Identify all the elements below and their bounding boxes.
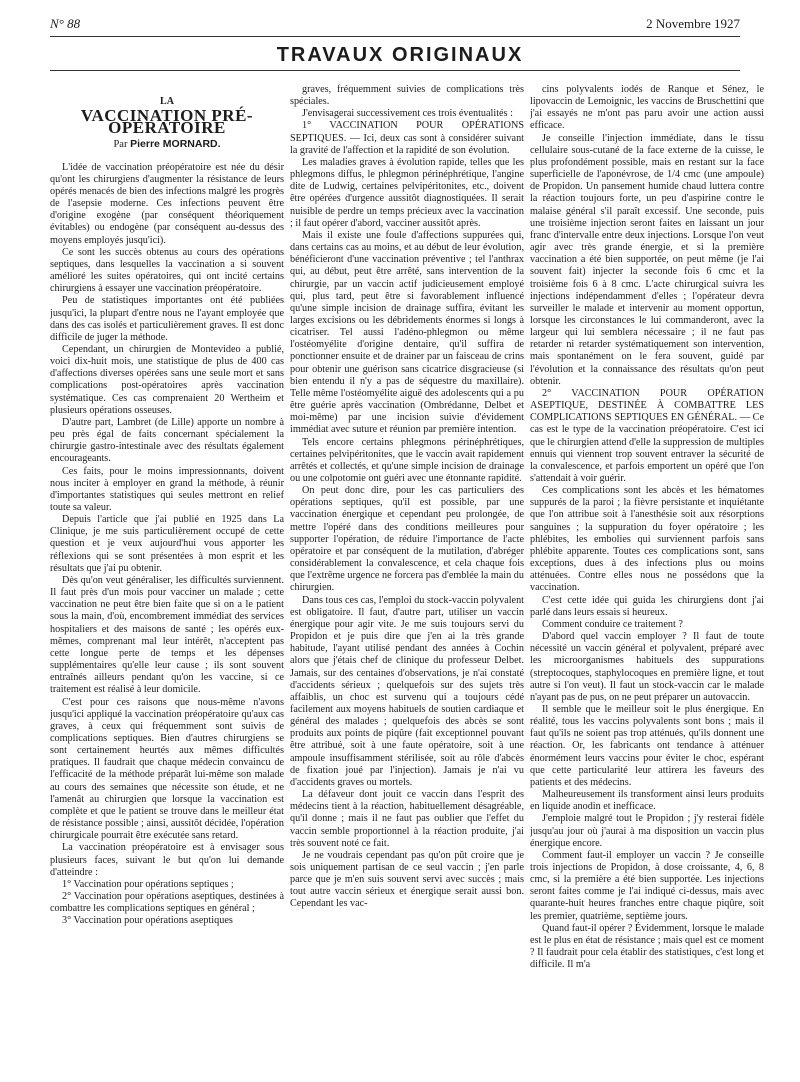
column-2	[290, 84, 524, 1074]
paragraph: L'idée de vaccination préopératoire est née du désir qu'ont les chirurgiens d'augmenter la résistance de leurs opérés menacés de bien des infections malgré les progrès de l'asepsie moderne. Ces infections peuvent être d'origine exogène (par conséquent théoriquement évitables) ou endogène (par conséquent au-dessus des moyens employés jusqu'ici).	[50, 161, 284, 246]
paragraph: La vaccination préopératoire est à envisager sous plusieurs faces, suivant le but qu'on lui demande d'atteindre :	[50, 842, 284, 878]
paragraph: Ces faits, pour le moins impressionnants, doivent nous inciter à employer en grand la méthode, à réunir d'importantes statistiques qui seules mettront en relief toute sa valeur.	[50, 465, 284, 513]
paragraph: Depuis l'article que j'ai publié en 1925 dans La Clinique, je me suis particulièrement occupé de cette question et je veux aujourd'hui vous apporter les réflexions qui se sont présentées à mon esprit et les résultats que j'ai pu obtenir.	[50, 514, 284, 574]
paragraph: On peut donc dire, pour les cas particuliers des opérations septiques, qu'il est possible, par une vaccination énergique et cependant peu prolongée, de mettre l'opéré dans des conditions meilleures pour supporter l'opération, de réduire l'importance de l'acte opératoire et par conséquent de la mutilation, d'abréger considérablement la convalescence, et cela chaque fois que l'extrême urgence ne forcera pas d'emblée la main du chirurgien.	[290, 485, 524, 594]
author-name: Pierre MORNARD.	[130, 138, 221, 151]
paragraph: graves, fréquemment suivies de complications très spéciales.	[290, 84, 524, 108]
paragraph: 2° Vaccination pour opérations aseptiques, destinées à combattre les complications septiques en général ;	[50, 891, 284, 915]
paragraph: Peu de statistiques importantes ont été publiées jusqu'ici, la plupart d'entre nous ne l'ayant employée que dans des cas isolés et particulièrement graves. Il est donc difficile de juger la méthode.	[50, 295, 284, 343]
paragraph: J'emploie malgré tout le Propidon ; j'y resterai fidèle jusqu'au jour où j'aurai à ma disposition un vaccin plus énergique encore.	[530, 813, 764, 849]
column-3-body	[530, 84, 764, 971]
paragraph: Malheureusement ils transforment ainsi leurs produits en liquide anodin et inefficace.	[530, 789, 764, 813]
issue-number: N° 88	[50, 16, 81, 31]
byline-prefix: Par	[113, 139, 128, 151]
paragraph: 2° VACCINATION POUR OPÉRATION ASEPTIQUE, DESTINÉE À COMBATTRE LES COMPLICATIONS SEPTIQUES EN GÉNÉRAL. — Ce cas est le type de la vaccination préopératoire. C'est ici que le chirurgien attend d'elle la suppression de multiples ennuis qui viennent trop souvent entraver la sécurité de la convalescence, et parfois emportent un opéré que l'on s'attendait à voir guérir.	[530, 387, 764, 484]
paragraph: Comment faut-il employer un vaccin ? Je conseille trois injections de Propidon, à dose croissante, 4, 6, 8 cmc, si la première a été bien supportée. Les injections seront faites comme je l'ai indiqué ci-dessus, mais avec quarante-huit heures franches entre chaque piqûre, soit les premier, quatrième, septième jours.	[530, 849, 764, 922]
issue-date: 2 Novembre 1927	[646, 16, 740, 31]
article-title: VACCINATION PRÉ-OPÉRATOIRE	[80, 106, 254, 138]
paragraph: Comment conduire ce traitement ?	[542, 618, 683, 630]
section-rule	[50, 70, 740, 71]
paragraph: Je ne voudrais cependant pas qu'on pût croire que je sois uniquement partisan de ce seul vaccin ; j'en parle parce que je m'en suis souvent servi avec succès ; mais tout autre vaccin sérieux et énergique serait aussi bon. Cependant les vac-	[290, 849, 524, 910]
paragraph: 1° Vaccination pour opérations septiques ;	[62, 878, 234, 890]
paragraph: 3° Vaccination pour opérations aseptiques	[62, 915, 233, 927]
paragraph: Tels encore certains phlegmons périnéphrétiques, certaines pelvipéritonites, que le vaccin avait rapidement arrêtés et collectés, et qu'une simple incision de drainage ou une colpotomie ont guéri avec une étonnante rapidité.	[290, 436, 524, 484]
paragraph: D'autre part, Lambret (de Lille) apporte un nombre à peu près égal de faits concernant spécialement la chirurgie gastro-intestinale avec des résultats également encourageants.	[50, 416, 284, 465]
paragraph: Il semble que le meilleur soit le plus énergique. En réalité, tous les vaccins polyvalents sont bons ; mais il faut qu'ils ne soient pas trop atténués, qu'ils donnent une réaction. Or, les fabricants ont tendance à atténuer énormément leurs vaccins pour éviter le choc, espérant que cette particularité leur attirera les faveurs des patients et des médecins.	[530, 703, 764, 788]
paragraph: 1° VACCINATION POUR OPÉRATIONS SEPTIQUES. — Ici, deux cas sont à considérer suivant la gravité de l'affection et la rapidité de son évolution.	[290, 120, 524, 156]
column-1	[50, 84, 284, 1074]
column-1-body	[50, 162, 284, 928]
paragraph: D'abord quel vaccin employer ? Il faut de toute nécessité un vaccin général et polyvalent, préparé avec les microorganismes habituels des suppurations (streptocoques, staphylocoques en première ligne, et tout autre si l'on veut). Il faut un stock-vaccin car le malade n'ayant pas de pus, on ne peut préparer un autovaccin.	[530, 631, 764, 703]
paragraph: La défaveur dont jouit ce vaccin dans l'esprit des médecins tient à la réaction, habituellement désagréable, qu'il donne ; mais il ne faut pas oublier que l'effet du vaccin semble proportionnel à la réaction produite, j'ai très souvent noté ce fait.	[290, 789, 524, 849]
paragraph: Dès qu'on veut généraliser, les difficultés surviennent. Il faut près d'un mois pour vacciner un malade ; cette vaccination ne peut être bien faite que si on a le patient sous la main, d'où, encombrement immédiat des services hospitaliers et des maisons de santé ; les opérés eux-mêmes, comprenant mal leur intérêt, n'acceptent pas cette longue perte de temps et les dépenses supplémentaires qu'elle leur cause ; ils sont souvent entraînés ailleurs pendant qu'on les vaccine, si ce traitement est réalisé à leur domicile.	[50, 574, 284, 696]
paragraph: Les maladies graves à évolution rapide, telles que les phlegmons diffus, le phlegmon périnéphrétique, l'angine dite de Ludwig, certaines pelvipéritonites, etc., doivent être opérées d'urgence aussitôt diagnostiquées. Il serait nuisible de perdre un temps précieux avec la vaccination ; il faut opérer d'abord, vacciner aussitôt après.	[290, 156, 524, 229]
section-title: TRAVAUX ORIGINAUX	[276, 44, 524, 66]
paragraph: cins polyvalents iodés de Ranque et Sénez, le lipovaccin de Lemoignic, les vaccins de Bruschettini que j'ai essayés ne m'ont pas paru avoir une action aussi efficace.	[530, 84, 764, 132]
article-kicker: LA	[160, 96, 174, 107]
column-2-body	[290, 84, 524, 911]
paragraph: Cependant, un chirurgien de Montevideo a publié, voici dix-huit mois, une statistique de plus de 400 cas d'affections diverses opérées sans une seule mort et sans complications post-opératoires après vaccination systématique. Ces cas comprenaient 20 Wertheim et plusieurs opérations osseuses.	[50, 343, 284, 416]
paragraph: Quand faut-il opérer ? Évidemment, lorsque le malade est le plus en état de résistance ; mais quel est ce moment ? Il faudrait pour cela établir des statistiques, c'est long et difficile. Il m'a	[530, 922, 764, 971]
running-header	[50, 16, 740, 36]
paragraph: Ce sont les succès obtenus au cours des opérations septiques, dans lesquelles la vaccination a si souvent amélioré les suites opératoires, qui ont incité certains chirurgiens à essayer une vaccination préopératoire.	[50, 246, 284, 295]
paragraph: C'est pour ces raisons que nous-même n'avons jusqu'ici appliqué la vaccination préopératoire qu'aux cas graves, à ceux qui fréquemment sont suivis de complications septiques. Bien d'autres chirurgiens se sont certainement heurtés aux mêmes difficultés pratiques. Il faudrait que chaque médecin convaincu de l'efficacité de la méthode préparât lui-même son malade au cours des semaines que nécessite son étude, et ne l'amenât au chirurgien que lorsque la vaccination est complète et que le patient se trouve dans le meilleur état de résistance possible ; ainsi, aussitôt décidée, l'opération chirurgicale pourrait être exécutée sans retard.	[50, 696, 284, 842]
paragraph: C'est cette idée qui guida les chirurgiens dont j'ai parlé dans leurs essais si heureux.	[530, 594, 764, 618]
paragraph: Je conseille l'injection immédiate, dans le tissu cellulaire sous-cutané de la face externe de la cuisse, le plus profondément possible, mais en restant sur la face superficielle de l'aponévrose, de 1/4 cmc (une ampoule) de Propidon. Un pansement humide chaud luttera contre la réaction toujours forte, un peu d'aspirine contre le malaise général s'il paraît excessif. Une seconde, puis une troisième injection seront faites en laissant un jour franc d'intervalle entre deux injections. Lorsque l'on veut agir avec très grande énergie, et si la première vaccination a été bien supportée, on peut même (je l'ai souvent fait) injecter la seconde fois 6 cmc et la troisième fois 6 à 8 cmc. L'acte chirurgical suivra les injections indépendamment d'elles ; l'opérateur devra surveiller le malade et intervenir au moment opportun, lorsque les circonstances le lui commanderont, avec la largeur qui lui semblera nécessaire ; il ne faut pas retarder ni retarder systématiquement son intervention, mais spontanément on le fera souvent, guidé par l'évolution et la connaissance des résultats qu'on peut obtenir.	[530, 132, 764, 387]
column-3	[530, 84, 764, 1074]
header-rule	[50, 36, 740, 37]
paragraph: Mais il existe une foule d'affections suppurées qui, dans certains cas au moins, et au début de leur évolution, bénéficieront d'une vaccination préventive ; tel l'anthrax qui, au début, peut être arrêté, sans intervention de la chirurgie, par un vaccin actif judicieusement employé qui, plus tard, peut être si favorablement influencé qu'une simple incision de drainage suffira, évitant les larges excisions ou les débridements énormes si longs à cicatriser. Tel aussi l'adéno-phlegmon ou même l'ostéomyélite d'origine dentaire, qu'il suffira de ponctionner ensuite et de drainer par un faisceau de crins pour obtenir une guérison sans cicatrice disgracieuse (si bien entendu il n'y a pas de séquestre du maxillaire). Telle même l'ostéomyélite aiguë des adolescents qui a pu être guérie après vaccination (Ombrédanne, Delbet et moi-même) par une incision suivie d'évidement immédiat avec suture et réunion par première intention.	[290, 229, 524, 436]
byline	[50, 138, 284, 151]
paragraph: Ces complications sont les abcès et les hématomes suppurés de la paroi ; la fièvre persistante et inquiétante que l'on attribue soit à l'anesthésie soit aux résorptions sanguines ; la suppuration du foyer opératoire ; les phlébites, les embolies qui surviennent parfois sans phlébite apparente. Toutes ces complications sont, sans exceptions, dues à des infections plus ou moins atténuées. Contre elles nous ne possédons que la vaccination.	[530, 485, 764, 594]
paragraph: J'envisagerai successivement ces trois éventualités :	[302, 108, 513, 120]
paragraph: Dans tous ces cas, l'emploi du stock-vaccin polyvalent est obligatoire. Il faut, d'autre part, utiliser un vaccin énergique pour agir vite. Je me suis toujours servi du Propidon et je puis dire que j'en ai la très grande habitude, l'ayant utilisé pendant des années à Cochin alors que j'étais chef de clinique du professeur Delbet. Jamais, sur des centaines d'observations, je n'ai constaté d'accidents sérieux ; quelquefois sur des sujets très affaiblis, un choc est survenu qui a toujours cédé facilement aux moyens habituels de soutien cardiaque et général des malades ; quelquefois des abcès se sont produits aux points de piqûre (fait exceptionnel pouvant être attribué, soit à une faute opératoire, soit à une ampoule insuffisamment stérilisée, soit au rôle d'abcès de fixation joué par l'injection). Jamais je n'ai vu d'accidents graves ou mortels.	[290, 594, 524, 788]
